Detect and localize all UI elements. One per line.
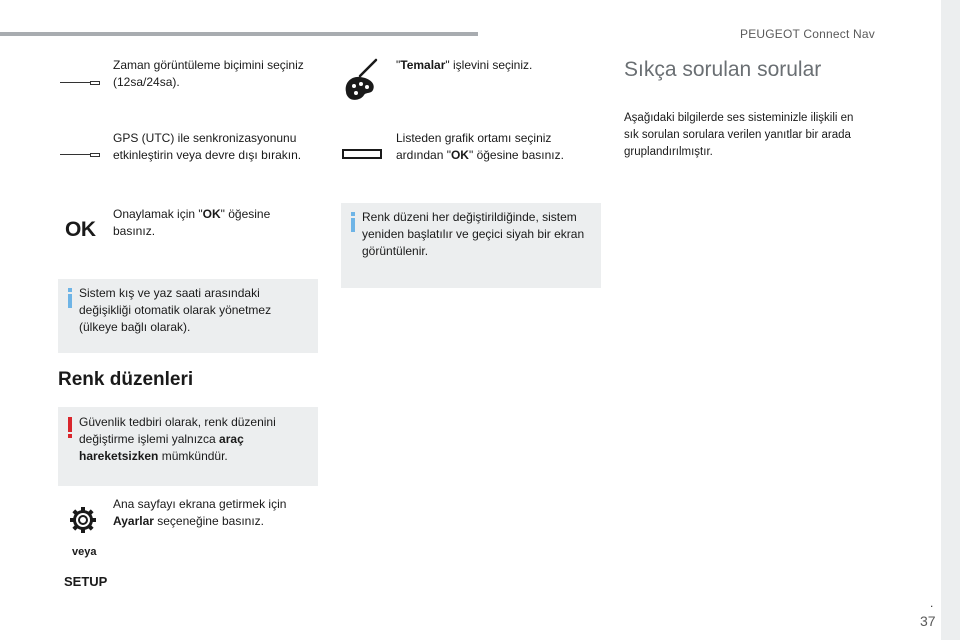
faq-line1: Aşağıdaki bilgilerde ses sisteminizle ilişkili en xyxy=(624,112,854,124)
time-format-line2: (12sa/24sa). xyxy=(113,75,180,89)
faq-title: Sıkça sorulan sorular xyxy=(624,58,822,81)
faq-intro xyxy=(624,110,853,161)
list-line2-pre: ardından " xyxy=(396,148,451,162)
warning-icon xyxy=(66,417,74,439)
gear-icon xyxy=(69,506,97,534)
time-format-text xyxy=(113,57,304,91)
home-line2-post: seçeneğine basınız. xyxy=(153,514,264,528)
warning-note-text xyxy=(79,414,276,465)
confirm-post: " öğesine xyxy=(220,207,271,221)
warning-line1: Güvenlik tedbiri olarak, renk düzenini xyxy=(79,415,276,429)
gps-line1: GPS (UTC) ile senkronizasyonunu xyxy=(113,131,297,145)
info-note-dst xyxy=(58,279,318,353)
or-label: veya xyxy=(72,546,97,558)
theme-post: " işlevini seçiniz. xyxy=(445,58,533,72)
warning-line3-bold: hareketsizken xyxy=(79,449,159,463)
page-edge-strip xyxy=(941,0,960,640)
home-text xyxy=(113,496,286,530)
confirm-ok-bold: OK xyxy=(202,207,221,221)
list-line1: Listeden grafik ortamı seçiniz xyxy=(396,131,552,145)
confirm-pre: Onaylamak için " xyxy=(113,207,203,221)
confirm-line2: basınız. xyxy=(113,224,156,238)
restart-line2: yeniden başlatılır ve geçici siyah bir ekran xyxy=(362,227,585,241)
gps-sync-text xyxy=(113,130,301,164)
info-note-line2: değişikliği otomatik olarak yönetmez xyxy=(79,303,272,317)
confirm-text xyxy=(113,206,270,240)
list-line2-post: " öğesine basınız. xyxy=(468,148,564,162)
ok-button-icon: OK xyxy=(65,218,96,241)
warning-line3-post: mümkündür. xyxy=(158,449,228,463)
restart-line1: Renk düzeni her değiştirildiğinde, sistem xyxy=(362,210,577,224)
info-note-line1: Sistem kış ve yaz saati arasındaki xyxy=(79,286,260,300)
faq-line2: sık sorulan sorulara verilen yanıtlar bir arada xyxy=(624,129,851,141)
info-icon xyxy=(66,288,74,308)
setup-button-label: SETUP xyxy=(64,574,108,589)
theme-text xyxy=(396,57,532,74)
warning-line2-pre: değiştirme işlemi yalnızca xyxy=(79,432,220,446)
theme-pre: " xyxy=(396,58,401,72)
page-number: 37 xyxy=(920,613,936,629)
warning-line2-bold: araç xyxy=(219,432,244,446)
info-note-dst-text xyxy=(79,285,271,336)
home-line2-bold: Ayarlar xyxy=(113,514,154,528)
list-text xyxy=(396,130,564,164)
theme-bold: Temalar xyxy=(400,58,446,72)
list-item-icon xyxy=(342,149,382,159)
top-rule xyxy=(0,32,478,36)
restart-line3: görüntülenir. xyxy=(362,244,429,258)
section-title-color-schemes: Renk düzenleri xyxy=(58,369,194,390)
gps-line2: etkinleştirin veya devre dışı bırakın. xyxy=(113,148,302,162)
header-brand: PEUGEOT Connect Nav xyxy=(740,27,875,41)
info-note-restart xyxy=(341,203,601,288)
home-line1: Ana sayfayı ekrana getirmek için xyxy=(113,497,287,511)
info-note-line3: (ülkeye bağlı olarak). xyxy=(79,320,191,334)
page-dot: . xyxy=(930,596,934,610)
warning-note xyxy=(58,407,318,486)
time-format-line1: Zaman görüntüleme biçimini seçiniz xyxy=(113,58,304,72)
faq-line3: gruplandırılmıştır. xyxy=(624,146,713,158)
gps-sync-button-icon xyxy=(60,153,100,157)
info-icon xyxy=(349,212,357,232)
info-note-restart-text xyxy=(362,209,584,260)
time-format-button-icon xyxy=(60,81,100,85)
palette-icon xyxy=(342,58,382,102)
list-ok-bold: OK xyxy=(450,148,469,162)
